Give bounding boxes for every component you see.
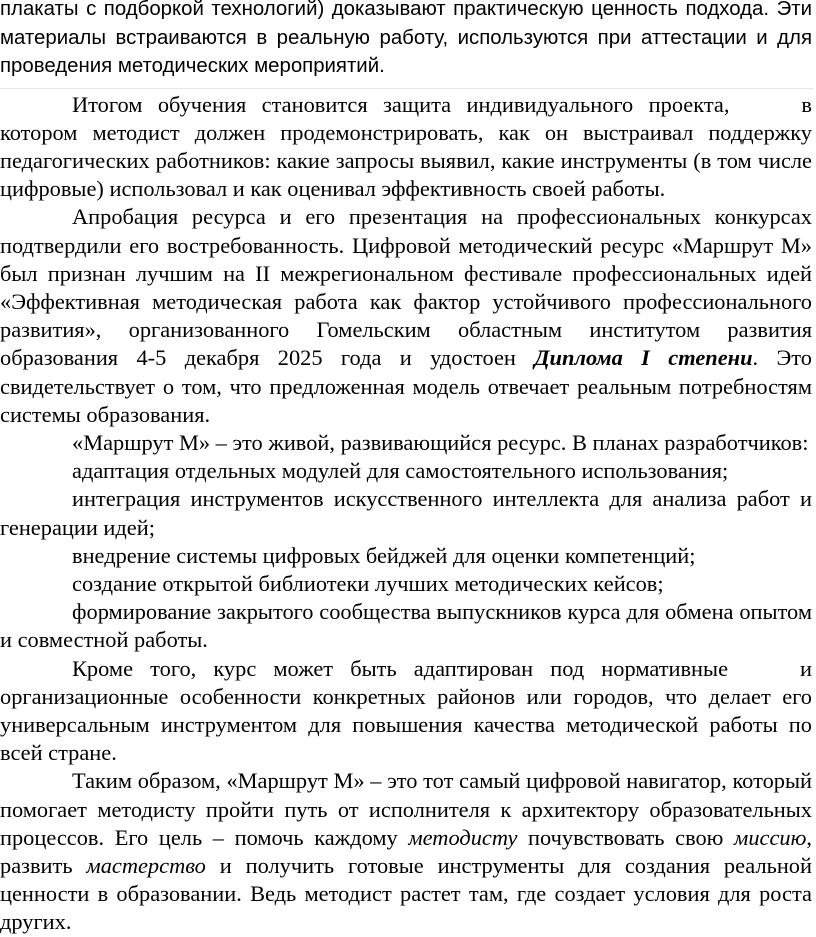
- list-item: внедрение системы цифровых бейджей для оценки компетенций;: [72, 542, 696, 568]
- text-segment: . Это свидетельствует о том, что предложенная модель отвечает реальным потребностям системы образования.: [0, 345, 812, 427]
- separator-line: [0, 88, 814, 89]
- diploma-emphasis: Диплома I степени: [534, 345, 753, 371]
- text-segment: и организационные особенности конкретных районов или городов, что делает его универсальным инструментом для повышения качества методической работы по всей стране.: [0, 655, 812, 766]
- emphasis-mastery: мастерство: [86, 852, 206, 878]
- text-segment: , развить: [0, 824, 812, 878]
- text-segment: Итогом обучения становится защита индивидуального проекта,: [72, 91, 730, 117]
- emphasis-methodist: методисту: [408, 824, 518, 850]
- paragraph-plans: «Маршрут М» – это живой, развивающийся ресурс. В планах разработчиков:: [72, 429, 809, 455]
- paragraph-adaptation: [0, 655, 812, 768]
- paragraph-conclusion: [0, 767, 812, 936]
- text-segment: Таким образом, «Маршрут М» – это тот самый цифровой навигатор, который помогает методисту пройти путь от исполнителя к архитектору образовательных процессов. Его цель – помочь каждому: [0, 768, 812, 850]
- text-segment: в котором методист должен продемонстрировать, как он выстраивал поддержку педагогических работников: какие запросы выявил, какие инструменты (в том числе цифровые) использовал и как оценивал эффективность своей работы.: [0, 91, 812, 202]
- text-segment: Апробация ресурса и его презентация на профессиональных конкурсах подтвердили его востребованность. Цифровой методический ресурс «Маршрут М» был признан лучшим на II межрегиональном фестивале профессиональных идей «Эффективная методическая работа как фактор устойчивого профессионального развития», организованного Гомельским областным институтом развития образования 4-5 декабря 2025 года и удостоен: [0, 204, 812, 371]
- list-item: адаптация отдельных модулей для самостоятельного использования;: [72, 458, 729, 484]
- emphasis-mission: миссию: [734, 824, 807, 850]
- text-segment: Кроме того, курс может быть адаптирован под нормативные: [72, 655, 729, 681]
- list-item: формирование закрытого сообщества выпускников курса для обмена опытом и совместной работы.: [0, 599, 812, 653]
- paragraph-materials: плакаты с подборкой технологий) доказывают практическую ценность подхода. Эти материалы встраиваются в реальную работу, используются при аттестации и для проведения методических мероприятий.: [0, 0, 812, 77]
- list-item: создание открытой библиотеки лучших методических кейсов;: [72, 570, 664, 596]
- paragraph-project-defense: [0, 91, 812, 204]
- paragraph-approbation: [0, 203, 812, 429]
- text-segment: почувствовать свою: [528, 824, 724, 850]
- list-item: интеграция инструментов искусственного интеллекта для анализа работ и генерации идей;: [0, 486, 812, 540]
- text-segment: и получить готовые инструменты для создания реальной ценности в образовании. Ведь методист растет там, где создает условия для роста других.: [0, 852, 812, 935]
